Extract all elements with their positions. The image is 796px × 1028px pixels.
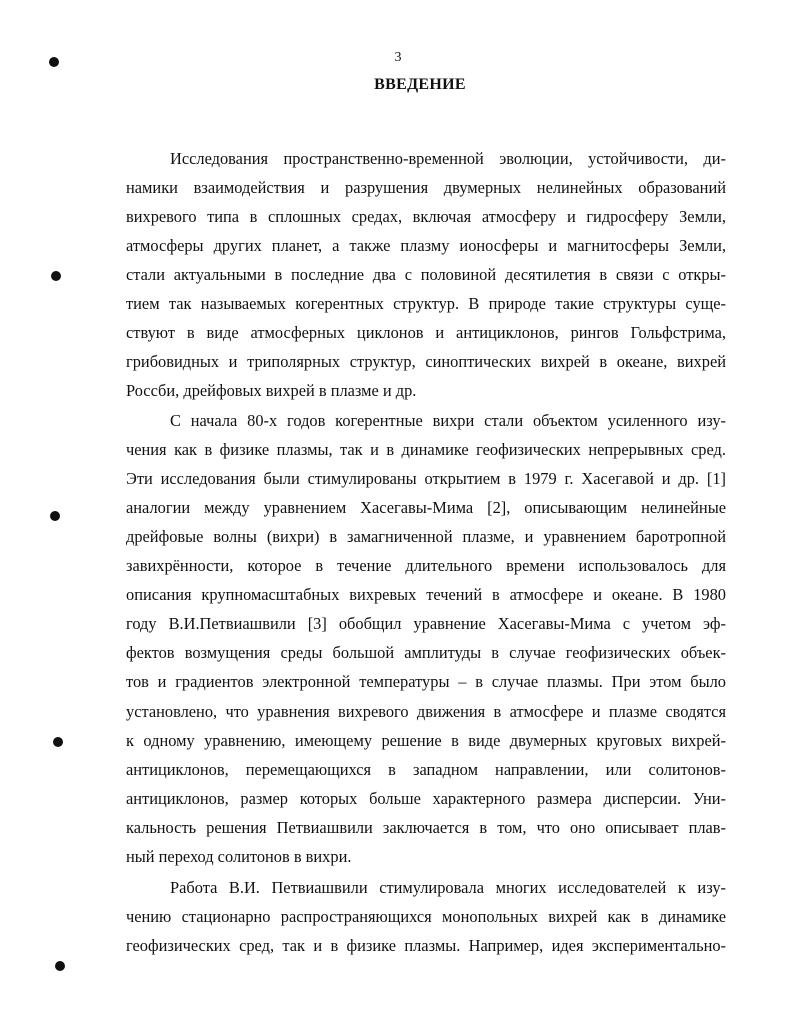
text-line: ный переход солитонов в вихри. [126,847,352,866]
text-line: грибовидных и триполярных структур, синоптических вихрей в океане, вихрей [126,352,726,371]
text-line: дрейфовые волны (вихри) в замагниченной плазме, и уравнением баротропной [126,527,726,546]
binder-hole-mark [50,511,60,521]
text-line: году В.И.Петвиашвили [3] обобщил уравнение Хасегавы-Мима с учетом эф- [126,614,726,633]
page-number: 3 [394,50,402,65]
binder-hole-mark [55,961,65,971]
text-line: тием так называемых когерентных структур. В природе такие структуры суще- [126,294,726,313]
text-line: вихревого типа в сплошных средах, включая атмосферу и гидросферу Земли, [126,207,726,226]
text-line: описания крупномасштабных вихревых течений в атмосфере и океане. В 1980 [126,585,726,604]
text-line: атмосферы других планет, а также плазму ионосферы и магнитосферы Земли, [126,236,726,255]
text-line: С начала 80-х годов когерентные вихри стали объектом усиленного изу- [170,411,726,430]
text-line: антициклонов, размер которых больше характерного размера дисперсии. Уни- [126,789,726,808]
text-line: Россби, дрейфовых вихрей в плазме и др. [126,381,417,400]
text-line: ствуют в виде атмосферных циклонов и антициклонов, рингов Гольфстрима, [126,323,726,342]
text-line: к одному уравнению, имеющему решение в виде двумерных круговых вихрей- [126,731,726,750]
text-line: стали актуальными в последние два с половиной десятилетия в связи с откры- [126,265,726,284]
text-line: кальность решения Петвиашвили заключается в том, что оно описывает плав- [126,818,726,837]
text-line: аналогии между уравнением Хасегавы-Мима [2], описывающим нелинейные [126,498,726,517]
text-line: Работа В.И. Петвиашвили стимулировала многих исследователей к изу- [170,878,726,897]
text-line: завихрённости, которое в течение длительного времени использовалось для [126,556,726,575]
binder-hole-mark [51,271,61,281]
text-line: тов и градиентов электронной температуры – в случае плазмы. При этом было [126,672,726,691]
text-line: намики взаимодействия и разрушения двумерных нелинейных образований [126,178,726,197]
text-line: чению стационарно распространяющихся монопольных вихрей как в динамике [126,907,726,926]
section-title: ВВЕДЕНИЕ [374,76,466,93]
text-line: антициклонов, перемещающихся в западном направлении, или солитонов- [126,760,726,779]
text-line: Исследования пространственно-временной эволюции, устойчивости, ди- [170,149,726,168]
text-line: чения как в физике плазмы, так и в динамике геофизических непрерывных сред. [126,440,726,459]
text-line: геофизических сред, так и в физике плазмы. Например, идея экспериментально- [126,936,726,955]
text-line: Эти исследования были стимулированы открытием в 1979 г. Хасегавой и др. [1] [126,469,726,488]
text-line: установлено, что уравнения вихревого движения в атмосфере и плазме сводятся [126,702,726,721]
text-line: фектов возмущения среды большой амплитуды в случае геофизических объек- [126,643,726,662]
binder-hole-mark [53,737,63,747]
